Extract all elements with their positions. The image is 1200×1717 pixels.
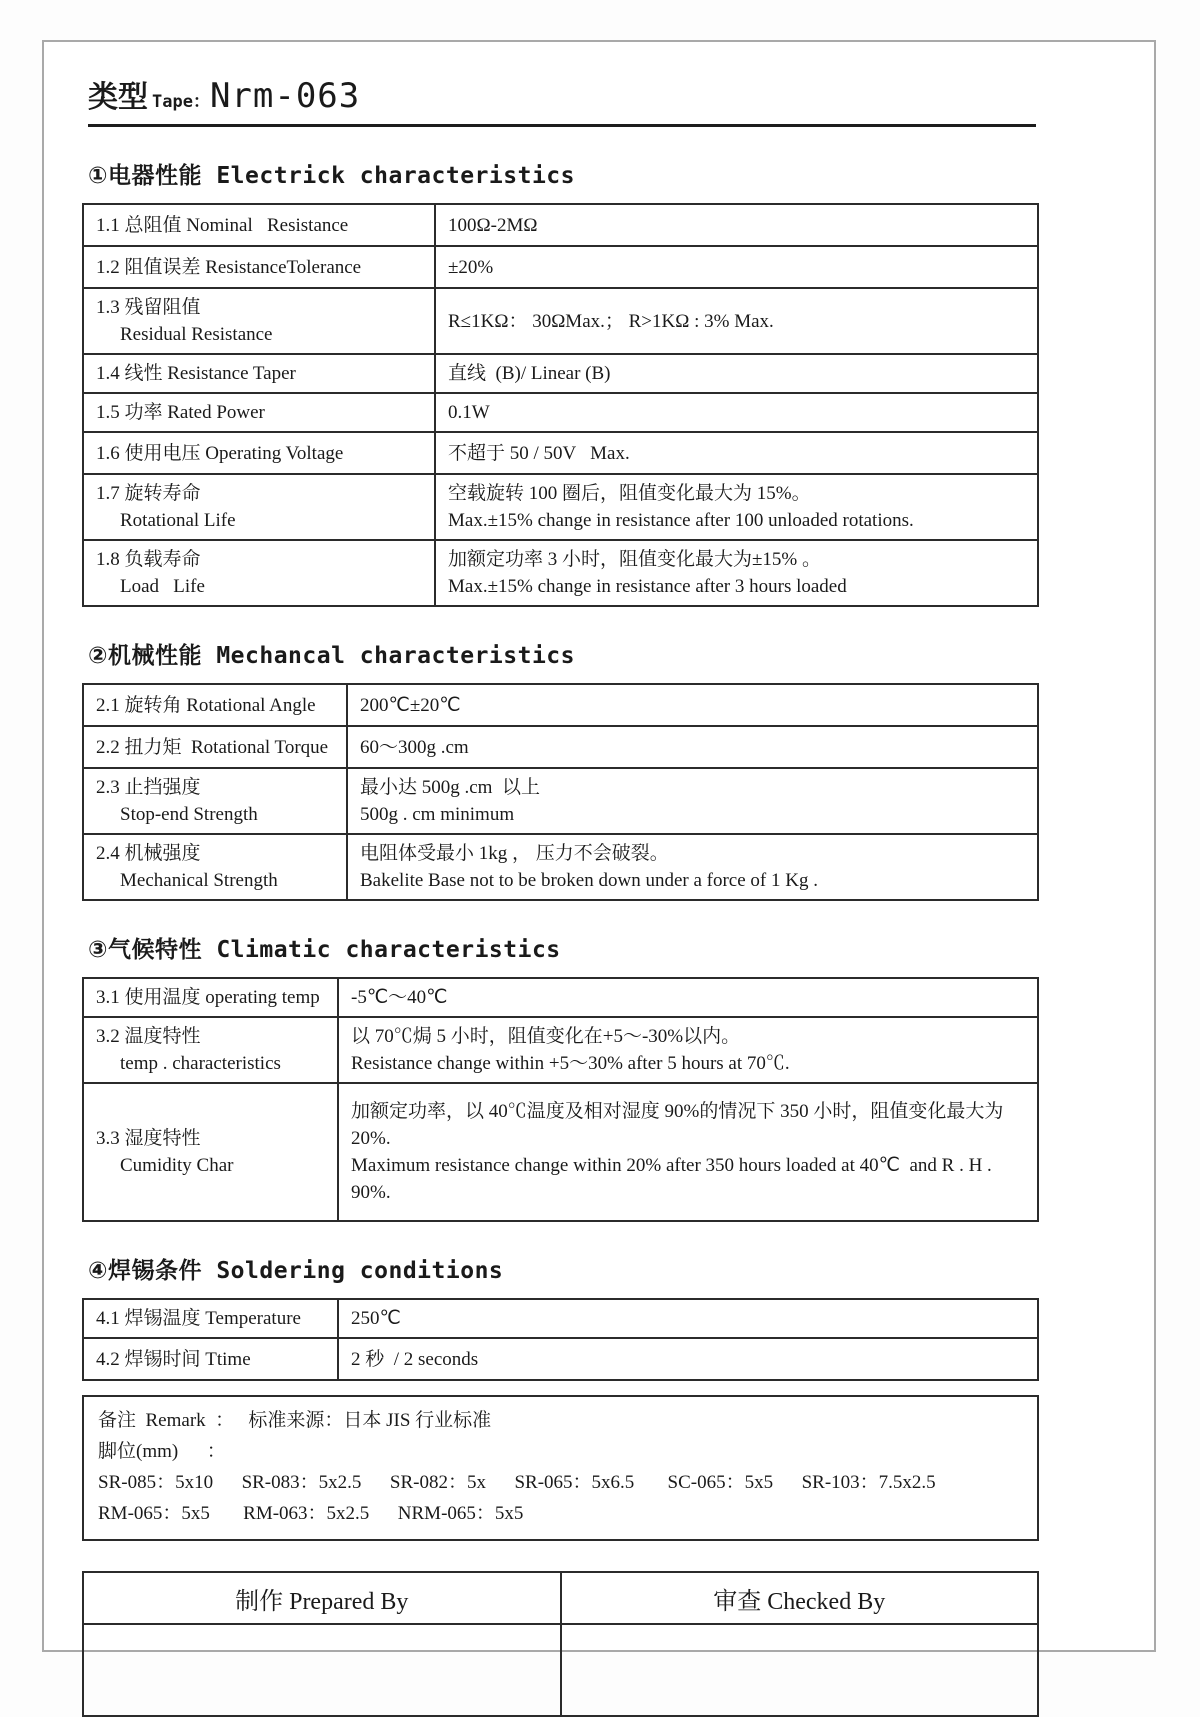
spec-value-cell: 以 70℃焗 5 小时，阻值变化在+5～-30%以内。 Resistance change within +5～30% after 5 hours at 70℃. [338,1017,1038,1083]
table-row [83,978,1038,1017]
spec-value-cell: 直线 (B)/ Linear (B) [435,354,1038,393]
remark-line: 备注 Remark ： 标准来源：日本 JIS 行业标准 [98,1410,492,1431]
spec-label-cell: 4.2 焊锡时间 Ttime [83,1338,338,1380]
spec-value-cell: 加额定功率，以 40℃温度及相对湿度 90%的情况下 350 小时，阻值变化最大为 20%. Maximum resistance change within 20% after 350 hours loaded at 40℃ and R . H . 90%. [338,1083,1038,1221]
table-row [83,1083,1038,1221]
prepared-by-label: 制作 Prepared By [83,1572,561,1624]
table-row [83,834,1038,900]
title-type-value: Nrm-063 [209,76,361,116]
spec-value-cell: 200℃±20℃ [347,684,1038,726]
document-content [44,42,1154,1717]
table-row [83,1299,1038,1338]
spec-value-cell: ±20% [435,246,1038,288]
spec-label-cell: 2.3 止挡强度 Stop-end Strength [83,768,347,834]
spec-label-cell: 1.5 功率 Rated Power [83,393,435,432]
doc-title [88,72,1154,116]
checked-by-signature-area [561,1624,1039,1716]
signature-blank-row [83,1624,1038,1716]
section-heading-climatic: ③气候特性 Climatic characteristics [88,937,561,963]
spec-value-cell: -5℃～40℃ [338,978,1038,1017]
spec-label-cell: 3.2 温度特性 temp . characteristics [83,1017,338,1083]
spec-label-cell: 1.6 使用电压 Operating Voltage [83,432,435,474]
spec-value-cell: 加额定功率 3 小时，阻值变化最大为±15% 。 Max.±15% change in resistance after 3 hours loaded [435,540,1038,606]
soldering-table [82,1298,1039,1381]
table-row [83,474,1038,540]
remark-line: RM-065：5x5 RM-063：5x2.5 NRM-065：5x5 [98,1503,524,1524]
spec-label-cell: 1.8 负载寿命 Load Life [83,540,435,606]
spec-value-cell: 250℃ [338,1299,1038,1338]
spec-label-cell: 4.1 焊锡温度 Temperature [83,1299,338,1338]
spec-label-cell: 1.1 总阻值 Nominal Resistance [83,204,435,246]
spec-value-cell: 2 秒 / 2 seconds [338,1338,1038,1380]
mechanical-table [82,683,1039,901]
section-heading-electrical: ①电器性能 Electrick characteristics [88,163,575,189]
table-row [83,768,1038,834]
spec-label-cell: 3.3 湿度特性 Cumidity Char [83,1083,338,1221]
electrical-table [82,203,1039,607]
remark-box [82,1395,1039,1541]
table-row [83,726,1038,768]
spec-value-cell: 空载旋转 100 圈后，阻值变化最大为 15%。 Max.±15% change in resistance after 100 unloaded rotations. [435,474,1038,540]
table-row [83,432,1038,474]
section-heading-mechanical: ②机械性能 Mechancal characteristics [88,643,575,669]
signature-header-row [83,1572,1038,1624]
table-row [83,354,1038,393]
spec-value-cell: 不超于 50 / 50V Max. [435,432,1038,474]
climatic-table [82,977,1039,1222]
spec-value-cell: 100Ω-2MΩ [435,204,1038,246]
remark-line: 脚位(mm) ： [98,1441,226,1462]
spec-value-cell: 最小达 500g .cm 以上 500g . cm minimum [347,768,1038,834]
spec-value-cell: R≤1KΩ： 30ΩMax.； R>1KΩ : 3% Max. [435,288,1038,354]
title-type-cjk: 类型 [88,80,148,115]
spec-label-cell: 1.3 残留阻值 Residual Resistance [83,288,435,354]
spec-label-cell: 2.4 机械强度 Mechanical Strength [83,834,347,900]
title-rule [88,124,1036,127]
signature-table [82,1571,1039,1717]
spec-label-cell: 1.7 旋转寿命 Rotational Life [83,474,435,540]
table-row [83,288,1038,354]
table-row [83,204,1038,246]
spec-value-cell: 电阻体受最小 1kg ， 压力不会破裂。 Bakelite Base not to be broken down under a force of 1 Kg . [347,834,1038,900]
spec-value-cell: 60～300g .cm [347,726,1038,768]
table-row [83,246,1038,288]
spec-label-cell: 1.2 阻值误差 ResistanceTolerance [83,246,435,288]
table-row [83,684,1038,726]
checked-by-label: 审查 Checked By [561,1572,1039,1624]
document-page [42,40,1156,1652]
section-heading-soldering: ④焊锡条件 Soldering conditions [88,1258,504,1284]
spec-label-cell: 3.1 使用温度 operating temp [83,978,338,1017]
spec-label-cell: 2.1 旋转角 Rotational Angle [83,684,347,726]
spec-label-cell: 1.4 线性 Resistance Taper [83,354,435,393]
prepared-by-signature-area [83,1624,561,1716]
title-type-label: Tape： [152,92,210,112]
table-row [83,1338,1038,1380]
spec-value-cell: 0.1W [435,393,1038,432]
remark-line: SR-085：5x10 SR-083：5x2.5 SR-082：5x SR-065：5x6.5 SC-065：5x5 SR-103：7.5x2.5 [98,1472,936,1493]
table-row [83,540,1038,606]
table-row [83,393,1038,432]
spec-label-cell: 2.2 扭力矩 Rotational Torque [83,726,347,768]
table-row [83,1017,1038,1083]
